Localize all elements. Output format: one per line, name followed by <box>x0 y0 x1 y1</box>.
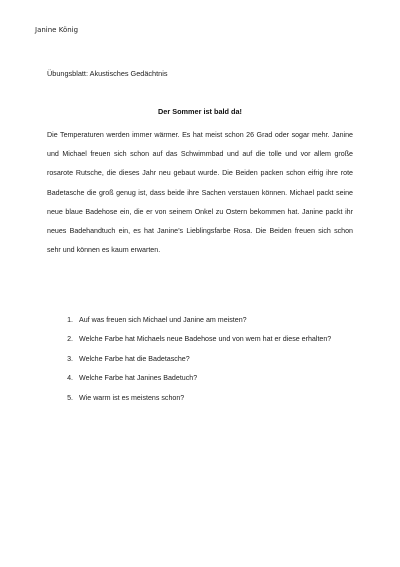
question-text: Wie warm ist es meistens schon? <box>79 393 185 402</box>
story-paragraph: Die Temperaturen werden immer wärmer. Es hat meist schon 26 Grad oder sogar mehr. Janine und Michael freuen sich schon auf das Schwimmbad und auf die tolle und vor allem große rosarote Rutsche, die dieses Jahr neu gebaut wurde. Die Beiden packen schon eifrig ihre rote Badetasche die groß genug ist, dass beide ihre Sachen verstauen können. Michael packt seine neue blaue Badehose ein, die er von seinem Onkel zu Ostern bekommen hat. Janine packt ihr neues Badehandtuch ein, es hat Janine’s Lieblingsfarbe Rosa. Die Beiden freuen sich schon sehr und können es kaum erwarten. <box>47 131 353 255</box>
question-number: 5. <box>67 393 73 402</box>
question-item <box>47 350 367 369</box>
question-item <box>47 389 367 408</box>
question-item <box>47 330 367 349</box>
question-text: Welche Farbe hat Michaels neue Badehose und von wem hat er diese erhalten? <box>79 335 332 344</box>
question-item <box>47 369 367 388</box>
story-heading: Der Sommer ist bald da! <box>158 107 242 116</box>
question-number: 3. <box>67 354 73 363</box>
question-text: Welche Farbe hat die Badetasche? <box>79 354 190 363</box>
question-text: Welche Farbe hat Janines Badetuch? <box>79 374 198 383</box>
author-name: Janine König <box>35 26 79 34</box>
question-number: 2. <box>67 335 73 344</box>
question-item <box>47 311 367 330</box>
question-list <box>47 311 367 408</box>
sheet-title: Übungsblatt: Akustisches Gedächtnis <box>47 69 168 78</box>
question-text: Auf was freuen sich Michael und Janine am meisten? <box>79 316 247 324</box>
question-number: 1. <box>67 316 73 324</box>
question-number: 4. <box>67 374 73 383</box>
